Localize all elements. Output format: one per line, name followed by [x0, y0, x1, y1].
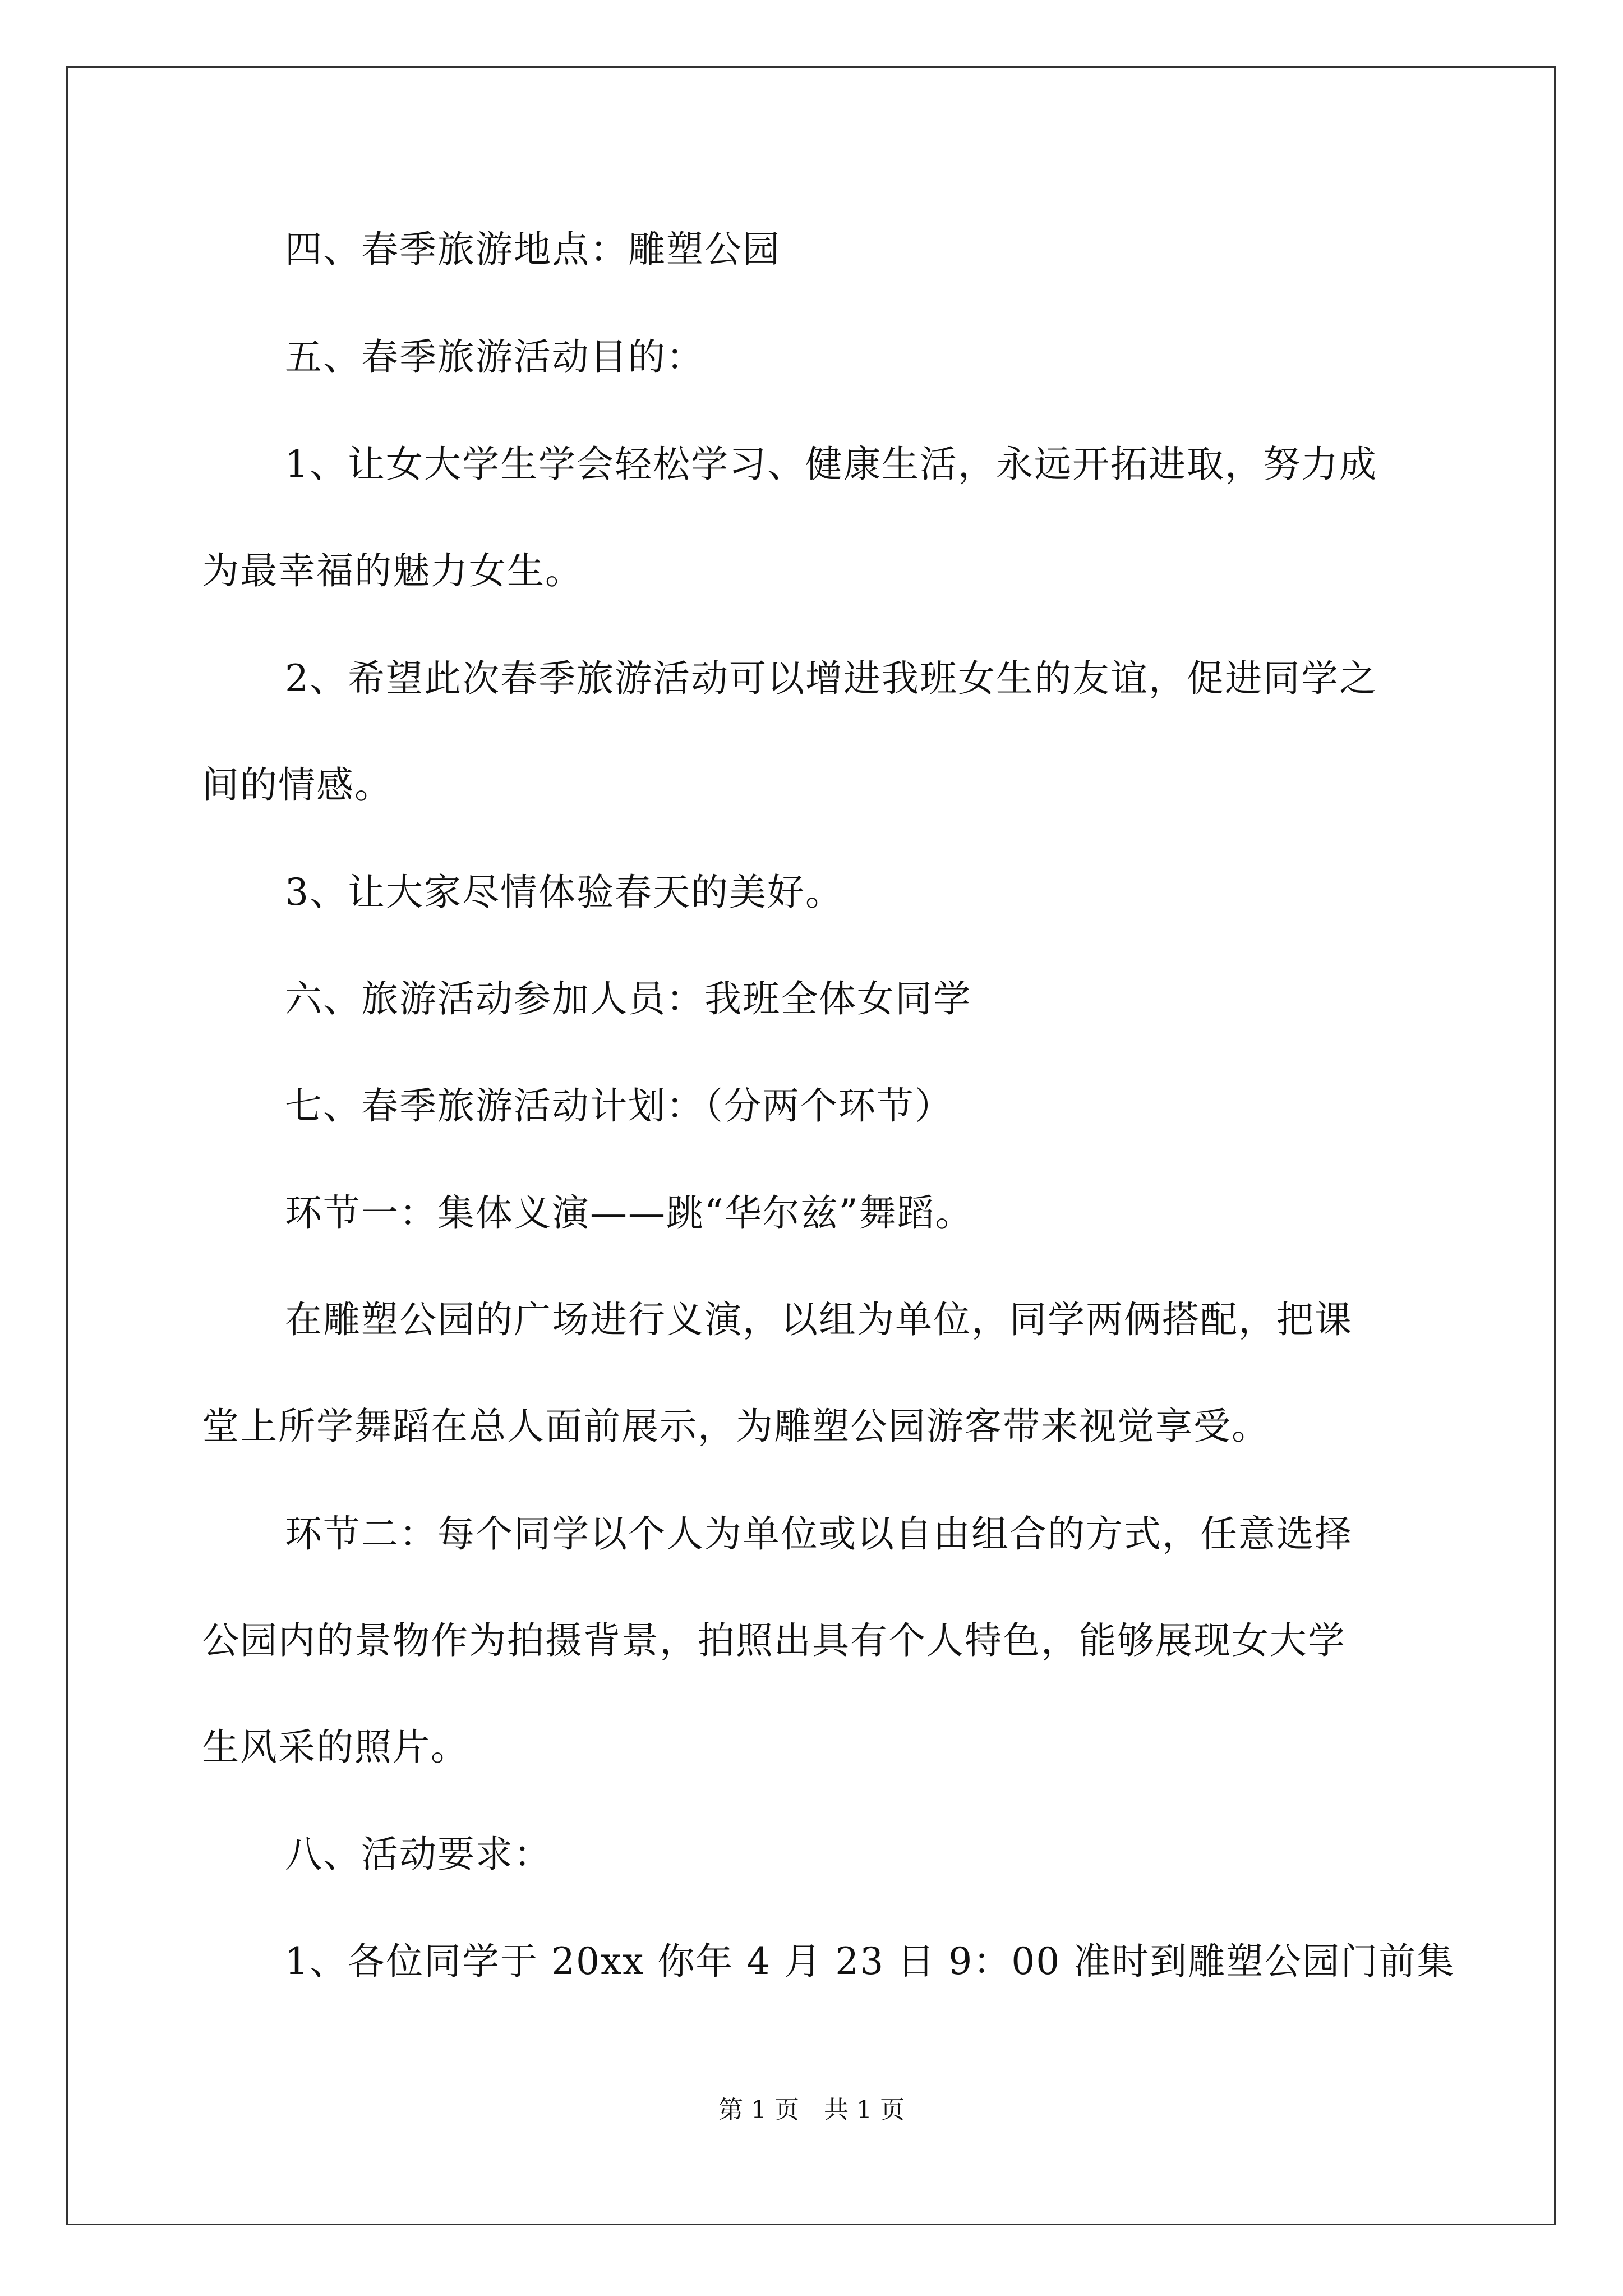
heading-plan: 七、春季旅游活动计划：（分两个环节） — [285, 1084, 953, 1128]
page-number-footer: 第 1 页 共 1 页 — [718, 2096, 905, 2124]
section-two: 环节二：每个同学以个人为单位或以自由组合的方式，任意选择 — [285, 1512, 1353, 1556]
paragraph-line: 公园内的景物作为拍摄背景，拍照出具有个人特色，能够展现女大学 — [202, 1619, 1346, 1662]
paragraph-line: 1、各位同学于 20xx 你年 4 月 23 日 9：00 准时到雕塑公园门前集 — [285, 1940, 1455, 1983]
heading-requirements: 八、活动要求： — [285, 1833, 552, 1876]
paragraph-line: 生风采的照片。 — [202, 1726, 469, 1769]
paragraph-line: 3、让大家尽情体验春天的美好。 — [285, 871, 843, 914]
heading-location: 四、春季旅游地点：雕塑公园 — [285, 228, 781, 271]
paragraph-line: 在雕塑公园的广场进行义演，以组为单位，同学两俩搭配，把课 — [285, 1298, 1353, 1341]
heading-purpose: 五、春季旅游活动目的： — [285, 335, 704, 379]
heading-participants: 六、旅游活动参加人员：我班全体女同学 — [285, 977, 971, 1020]
paragraph-line: 为最幸福的魅力女生。 — [202, 549, 583, 592]
section-one: 环节一：集体义演——跳“华尔兹”舞蹈。 — [285, 1191, 974, 1235]
paragraph-line: 间的情感。 — [202, 763, 393, 807]
paragraph-line: 堂上所学舞蹈在总人面前展示，为雕塑公园游客带来视觉享受。 — [202, 1405, 1270, 1448]
page-border — [66, 66, 1556, 2225]
paragraph-line: 2、希望此次春季旅游活动可以增进我班女生的友谊，促进同学之 — [285, 657, 1377, 700]
paragraph-line: 1、让女大学生学会轻松学习、健康生活，永远开拓进取，努力成 — [285, 443, 1377, 486]
